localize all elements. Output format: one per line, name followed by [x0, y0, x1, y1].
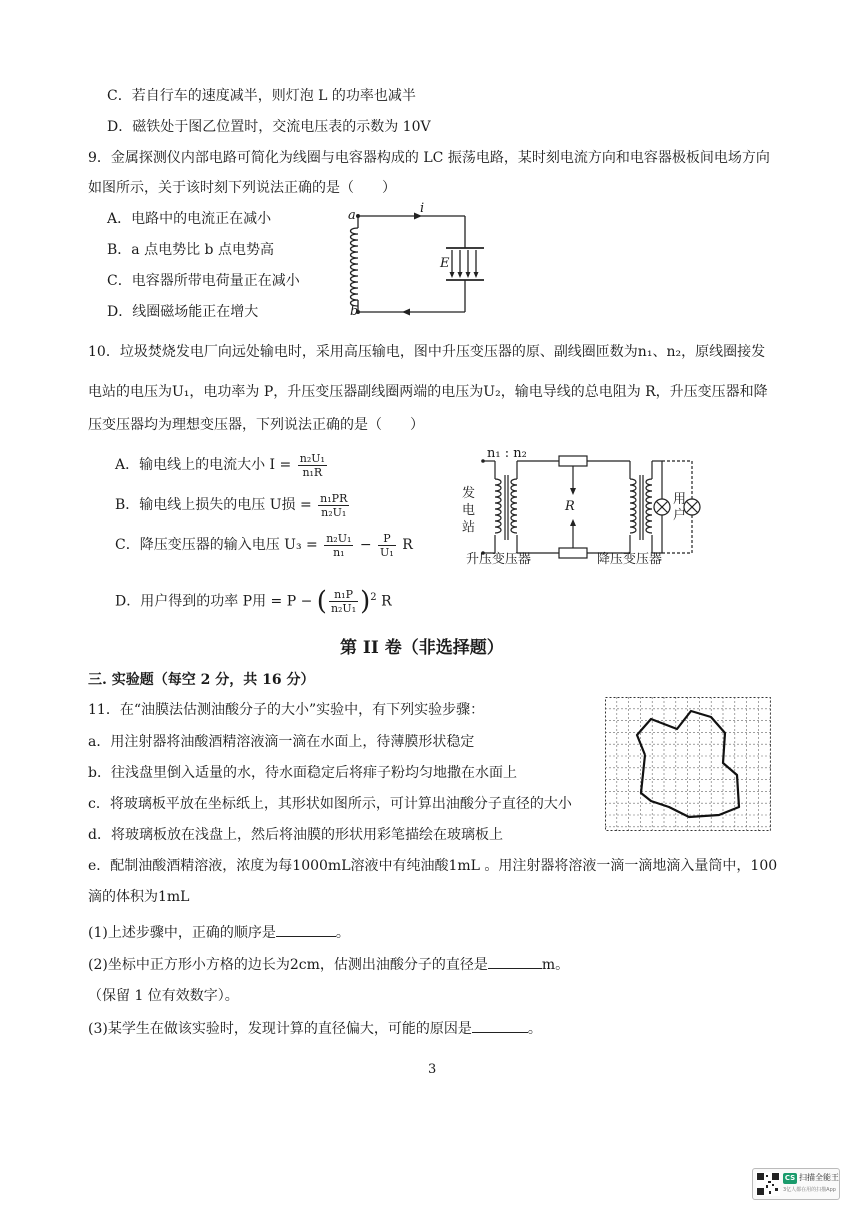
scanner-tagline: 3亿人都在用的扫描App: [783, 1187, 836, 1193]
q11-part1: (1)上述步骤中，正确的顺序是 。: [88, 922, 350, 943]
q11-step-b: b．往浅盘里倒入适量的水，待水面稳定后将痱子粉均匀地撒在水面上: [88, 765, 517, 781]
turns-ratio-label: n₁ : n₂: [487, 446, 527, 461]
q11-part3: (3)某学生在做该实验时，发现计算的直径偏大，可能的原因是 。: [88, 1018, 542, 1039]
q11-part2-note: （保留 1 位有效数字）。: [88, 988, 239, 1004]
page-number: 3: [428, 1062, 437, 1077]
resistance-label: R: [565, 499, 575, 514]
q11-step-d: d．将玻璃板放在浅盘上，然后将油膜的形状用彩笔描绘在玻璃板上: [88, 827, 503, 843]
q8-option-d: D．磁铁处于图乙位置时，交流电压表的示数为 10V: [107, 119, 431, 135]
q10-stem-line1: 10．垃圾焚烧发电厂向远处输电时，采用高压输电，图中升压变压器的原、副线圈匝数为n₁、n₂，原线圈接发: [88, 344, 766, 360]
user-label-2: 户: [673, 508, 687, 523]
answer-blank-3[interactable]: [472, 1018, 528, 1033]
part2-title: 第 II 卷（非选择题）: [340, 638, 504, 658]
step-down-label: 降压变压器: [597, 552, 663, 567]
step-up-label: 升压变压器: [466, 552, 532, 567]
q9-stem-line1: 9．金属探测仪内部电路可简化为线圈与电容器构成的 LC 振荡电路，某时刻电流方向和电容器极板间电场方向: [88, 150, 770, 166]
q10-option-b: B．输电线上损失的电压 U损 = $\frac{\text{n₁PR}}{\text{n₂U₁}}$: [115, 491, 348, 519]
point-a-label: a: [348, 208, 356, 223]
q9-stem-line2: 如图所示，关于该时刻下列说法正确的是（ ）: [88, 180, 396, 196]
q11-stem: 11．在“油膜法估测油酸分子的大小”实验中，有下列实验步骤：: [88, 702, 485, 718]
q11-part2: (2)坐标中正方形小方格的边长为2cm，估测出油酸分子的直径是 m。: [88, 954, 569, 975]
station-label-2: 电: [462, 503, 476, 518]
q9-option-b: B．a 点电势比 b 点电势高: [107, 242, 274, 258]
section3-heading: 三. 实验题（每空 2 分，共 16 分）: [88, 672, 315, 688]
q9-option-c: C．电容器所带电荷量正在减小: [107, 273, 300, 289]
answer-blank-1[interactable]: [276, 922, 336, 937]
q8-option-c: C．若自行车的速度减半，则灯泡 L 的功率也减半: [107, 88, 416, 104]
scanner-watermark: [752, 1168, 840, 1200]
oil-film-grid-figure: [605, 697, 771, 831]
q10-option-c: C．降压变压器的输入电压 U₃ = $\frac{\text{n₂U₁}}{\text{n₁}}$ − $\frac{P}{\text{U₁}}$ R: [115, 531, 413, 559]
q11-step-e-line2: 滴的体积为1mL: [88, 889, 190, 905]
q11-step-c: c．将玻璃板平放在坐标纸上，其形状如图所示，可计算出油酸分子直径的大小: [88, 796, 572, 812]
point-b-label: b: [350, 304, 359, 319]
q11-step-a: a．用注射器将油酸酒精溶液滴一滴在水面上，待薄膜形状稳定: [88, 734, 475, 750]
q10-option-a: A．输电线上的电流大小 I = $\frac{\text{n₂U₁}}{\text{n₁R}}$: [115, 451, 325, 479]
field-label: E: [440, 256, 450, 271]
q9-option-d: D．线圈磁场能正在增大: [107, 304, 259, 320]
q10-stem-line3: 压变压器均为理想变压器，下列说法正确的是（ ）: [88, 417, 424, 433]
user-label-1: 用: [673, 492, 687, 507]
q10-stem-line2: 电站的电压为U₁，电功率为 P，升压变压器副线圈两端的电压为U₂，输电导线的总电阻为 R，升压变压器和降: [88, 384, 768, 400]
answer-blank-2[interactable]: [488, 954, 542, 969]
q11-step-e-line1: e．配制油酸酒精溶液，浓度为每1000mL溶液中有纯油酸1mL 。用注射器将溶液一滴一滴地滴入量筒中，100: [88, 858, 778, 874]
q10-option-d: D．用户得到的功率 P用 = P − ( $\frac{\text{n₁P}}{\text{n₂U₁}}$ )$^2$ R: [115, 586, 392, 617]
q9-option-a: A．电路中的电流正在减小: [107, 211, 272, 227]
station-label-1: 发: [462, 486, 476, 501]
camscanner-logo: CS: [784, 1174, 796, 1182]
scanner-name: 扫描全能王: [799, 1173, 839, 1182]
qr-code-icon: [756, 1172, 780, 1196]
station-label-3: 站: [462, 520, 476, 535]
current-label: i: [420, 201, 425, 216]
